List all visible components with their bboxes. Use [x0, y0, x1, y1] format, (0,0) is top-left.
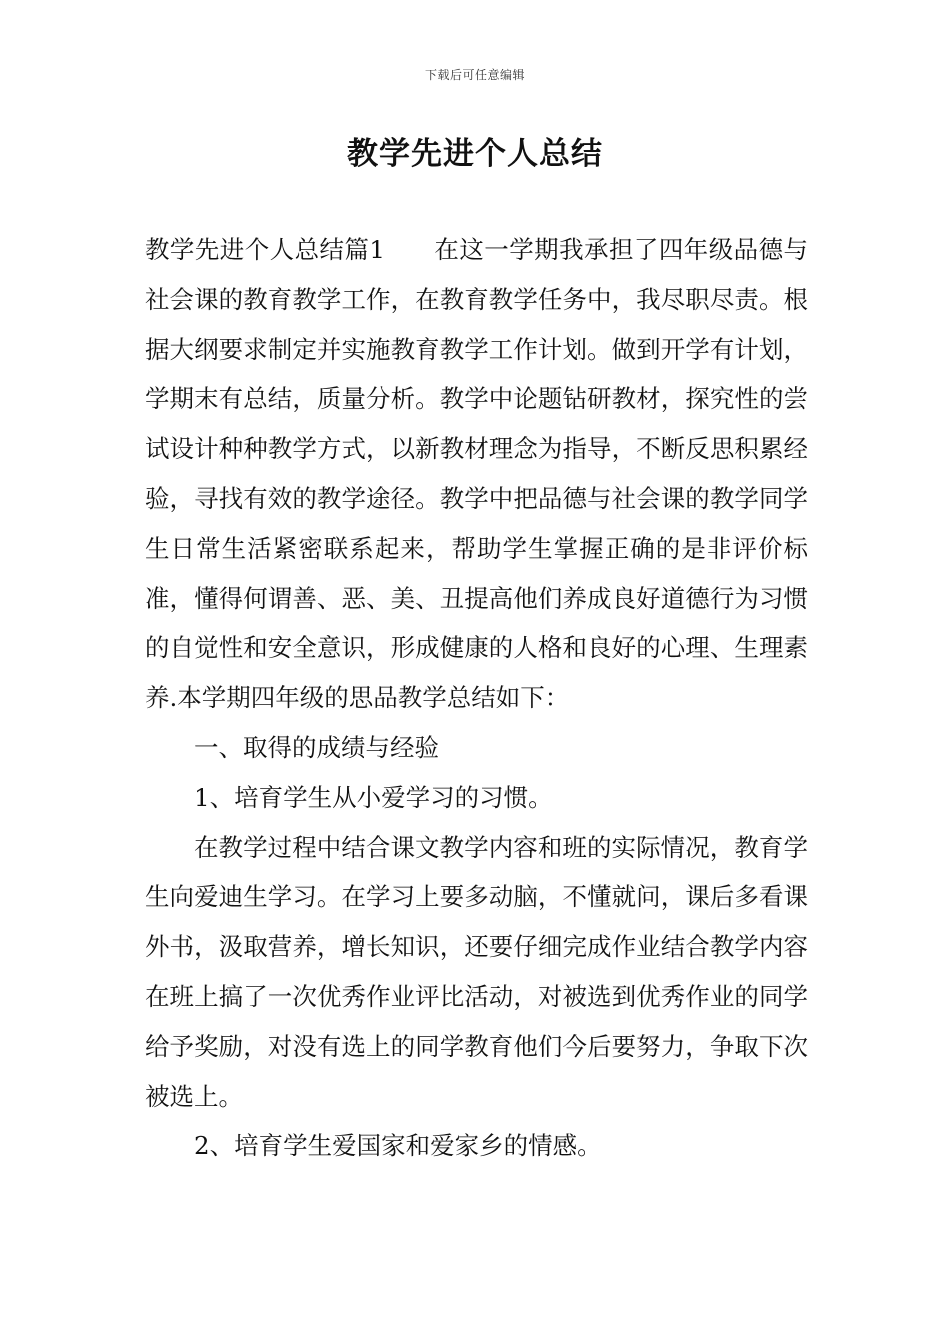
item2-heading: 2、培育学生爱国家和爱家乡的情感。 — [194, 1131, 602, 1161]
document-title: 教学先进个人总结 — [347, 136, 603, 172]
intro-paragraph — [145, 225, 808, 723]
intro-text: 在这一学期我承担了四年级品德与社会课的教育教学工作，在教育教学任务中，我尽职尽责。根据大纲要求制定并实施教育教学工作计划。做到开学有计划，学期末有总结，质量分析。教学中论题钻研教材，探究性的尝试设计种种教学方式，以新教材理念为指导，不断反思积累经验，寻找有效的教学途径。教学中把品德与社会课的教学同学生日常生活紧密联系起来，帮助学生掌握正确的是非评价标准，懂得何谓善、恶、美、丑提高他们养成良好道德行为习惯的自觉性和安全意识，形成健康的人格和良好的心理、生理素养.本学期四年级的思品教学总结如下： — [145, 235, 809, 713]
header-note: 下载后可任意编辑 — [424, 68, 525, 82]
section-heading: 一、取得的成绩与经验 — [194, 732, 439, 762]
item1-heading: 1、培育学生从小爱学习的习惯。 — [194, 782, 553, 812]
item1-paragraph: 在教学过程中结合课文教学内容和班的实际情况，教育学生向爱迪生学习。在学习上要多动脑，不懂就问，课后多看课外书，汲取营养，增长知识，还要仔细完成作业结合教学内容在班上搞了一次优秀作业评比活动，对被选到优秀作业的同学给予奖励，对没有选上的同学教育他们今后要努力，争取下次被选上。 — [145, 832, 808, 1111]
article-label: 教学先进个人总结篇1 — [145, 235, 385, 264]
document-body — [145, 225, 808, 1171]
